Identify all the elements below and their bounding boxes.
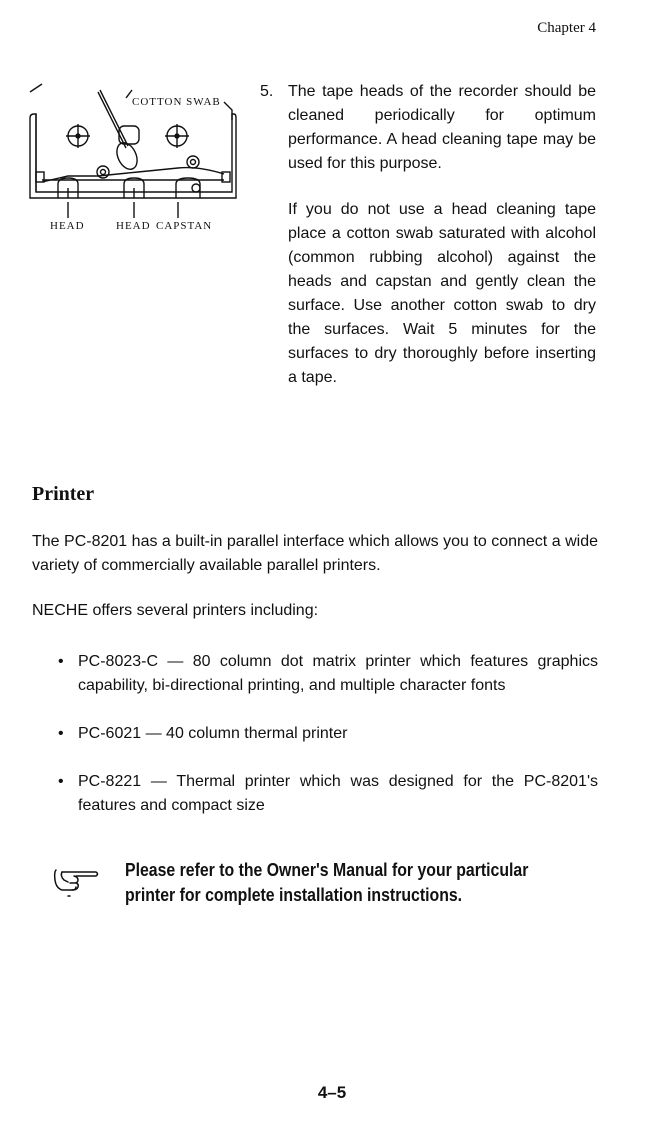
bullet: • <box>58 725 64 742</box>
step-number: 5. <box>260 83 274 100</box>
step-text <box>288 80 596 390</box>
note-line-1: Please refer to the Owner's Manual for your particular <box>125 860 529 880</box>
step-paragraph-2: If you do not use a head cleaning tape place a cotton swab saturated with alcohol (common rubbing alcohol) against the heads and capstan and gently clean the surface. Use another cotton swab to dry the surfaces. Wait 5 minutes for the surfaces to dry thoroughly before inserting a tape. <box>288 201 596 386</box>
step-5 <box>260 80 596 412</box>
head-label-middle: HEAD <box>116 220 151 232</box>
tape-head-cleaning-diagram <box>28 80 238 240</box>
bullet: • <box>58 653 64 670</box>
pointing-hand-icon <box>50 860 100 900</box>
printer-item-text: PC-8023-C — 80 column dot matrix printer which features graphics capability, bi-directional printing, and multiple character fonts <box>78 653 598 694</box>
page-number: 4–5 <box>317 1083 347 1102</box>
list-item <box>58 650 598 698</box>
cotton-swab-label: COTTON SWAB <box>132 96 221 108</box>
printer-offers: NECHE offers several printers including: <box>32 602 319 619</box>
head-label-left: HEAD <box>50 220 85 232</box>
step-paragraph-1: The tape heads of the recorder should be cleaned periodically for optimum performance. A head cleaning tape may be used for this purpose. <box>288 83 596 172</box>
note-line-2: printer for complete installation instructions. <box>125 885 463 905</box>
list-item <box>58 722 598 746</box>
printer-intro: The PC-8201 has a built-in parallel interface which allows you to connect a wide variety of commercially available parallel printers. <box>32 533 598 574</box>
note-text <box>125 858 547 908</box>
list-item <box>58 770 598 818</box>
capstan-label: CAPSTAN <box>156 220 213 232</box>
chapter-header: Chapter 4 <box>537 20 596 36</box>
printer-list <box>58 650 598 842</box>
printer-item-text: PC-8221 — Thermal printer which was designed for the PC-8201's features and compact size <box>78 773 598 814</box>
section-heading-printer: Printer <box>32 483 95 505</box>
printer-item-text: PC-6021 — 40 column thermal printer <box>78 725 348 742</box>
bullet: • <box>58 773 64 790</box>
